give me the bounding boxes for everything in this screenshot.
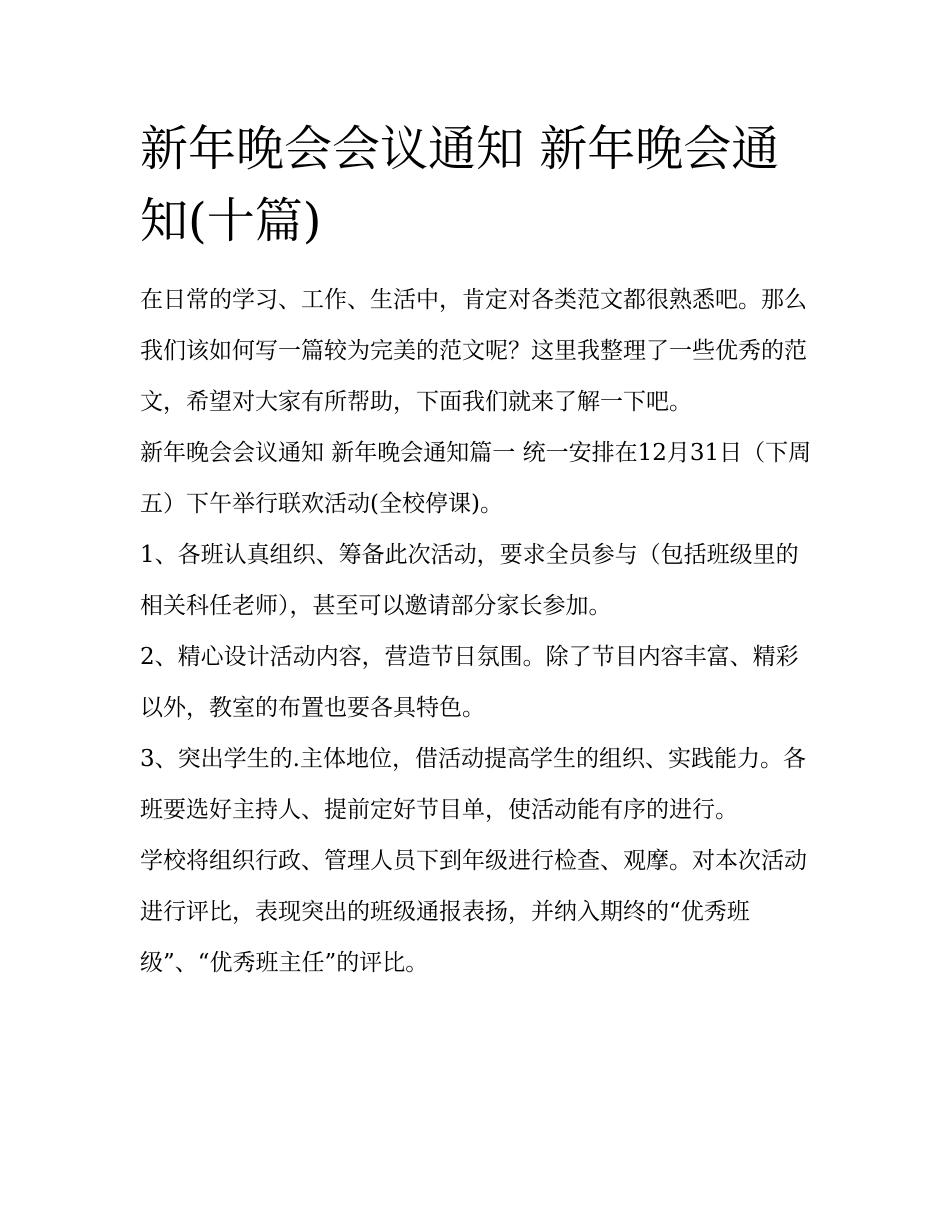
paragraph-item-2: 2、精心设计活动内容，营造节日氛围。除了节目内容丰富、精彩以外，教室的布置也要各具特色。 — [140, 644, 799, 721]
paragraph-notice-schedule: 新年晚会会议通知 新年晚会通知篇一 统一安排在12月31日（下周五）下午举行联欢活动(全校停课)。 — [140, 440, 812, 517]
paragraph-evaluation: 学校将组织行政、管理人员下到年级进行检查、观摩。对本次活动进行评比，表现突出的班级通报表扬，并纳入期终的“优秀班级”、“优秀班主任”的评比。 — [140, 848, 807, 976]
document-title: 新年晚会会议通知 新年晚会通知(十篇) — [140, 121, 780, 249]
paragraph-item-3: 3、突出学生的.主体地位，借活动提高学生的组织、实践能力。各班要选好主持人、提前定好节目单，使活动能有序的进行。 — [140, 746, 806, 823]
paragraph-intro: 在日常的学习、工作、生活中，肯定对各类范文都很熟悉吧。那么我们该如何写一篇较为完美的范文呢？这里我整理了一些优秀的范文，希望对大家有所帮助，下面我们就来了解一下吧。 — [140, 287, 807, 415]
paragraph-item-1: 1、各班认真组织、筹备此次活动，要求全员参与（包括班级里的相关科任老师），甚至可以邀请部分家长参加。 — [140, 542, 799, 619]
document-body — [140, 113, 820, 989]
